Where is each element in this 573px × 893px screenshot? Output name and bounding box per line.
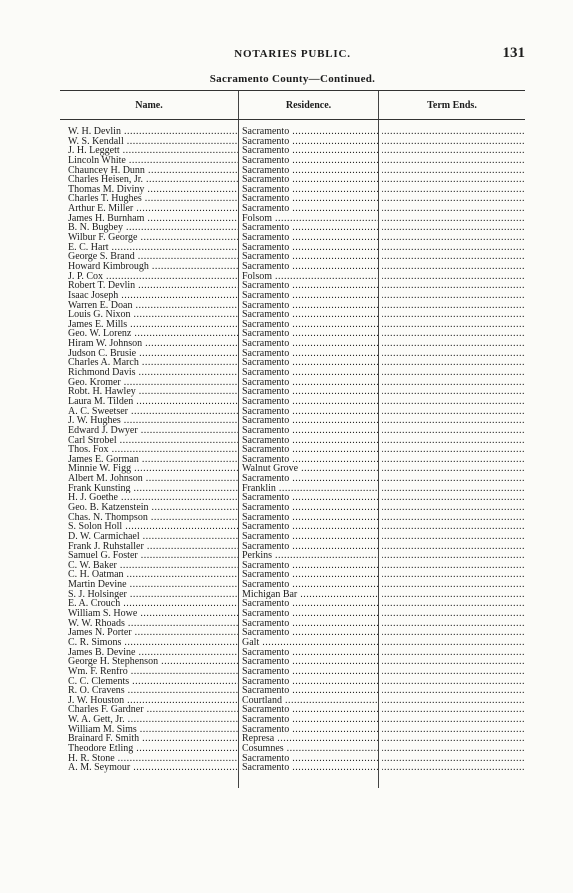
notary-name: Warren E. Doan ..... (68, 301, 238, 311)
term-ends (382, 204, 525, 214)
residence: Courtland ..... (242, 696, 378, 706)
term-ends (382, 725, 525, 735)
table-row (60, 252, 525, 262)
notary-name: Arthur E. Miller ..... (68, 204, 238, 214)
residence: Sacramento ..... (242, 667, 378, 677)
residence: Sacramento ..... (242, 715, 378, 725)
residence: Sacramento ..... (242, 677, 378, 687)
table-row (60, 590, 525, 600)
table-row (60, 310, 525, 320)
term-ends (382, 542, 525, 552)
term-ends (382, 551, 525, 561)
residence: Sacramento ..... (242, 503, 378, 513)
residence: Sacramento ..... (242, 329, 378, 339)
table-row (60, 513, 525, 523)
residence: Sacramento ..... (242, 368, 378, 378)
table-row (60, 387, 525, 397)
column-header-name: Name. (135, 100, 163, 111)
table-row (60, 426, 525, 436)
residence: Sacramento ..... (242, 513, 378, 523)
term-ends (382, 185, 525, 195)
residence: Sacramento ..... (242, 291, 378, 301)
residence: Sacramento ..... (242, 166, 378, 176)
term-ends (382, 243, 525, 253)
notary-name: C. R. Simons ..... (68, 638, 238, 648)
notaries-table (60, 90, 525, 788)
term-ends (382, 166, 525, 176)
residence: Sacramento ..... (242, 233, 378, 243)
table-row (60, 156, 525, 166)
residence: Sacramento ..... (242, 194, 378, 204)
term-ends (382, 349, 525, 359)
table-row (60, 542, 525, 552)
notary-name: Brainard F. Smith ..... (68, 734, 238, 744)
table-row (60, 272, 525, 282)
residence: Sacramento ..... (242, 397, 378, 407)
residence: Sacramento ..... (242, 407, 378, 417)
table-row (60, 137, 525, 147)
table-row (60, 349, 525, 359)
term-ends (382, 416, 525, 426)
notary-name: C. H. Oatman ..... (68, 570, 238, 580)
term-ends (382, 146, 525, 156)
notary-name: George S. Brand ..... (68, 252, 238, 262)
notary-name: A. C. Sweetser ..... (68, 407, 238, 417)
notary-name: W. A. Gett, Jr. ..... (68, 715, 238, 725)
notary-name: Wilbur F. George ..... (68, 233, 238, 243)
running-head (60, 45, 525, 66)
notary-name: A. M. Seymour ..... (68, 763, 238, 773)
term-ends (382, 532, 525, 542)
table-row (60, 358, 525, 368)
term-ends (382, 291, 525, 301)
notary-name: H. R. Stone ..... (68, 754, 238, 764)
table-row (60, 445, 525, 455)
notary-name: Theodore Etling ..... (68, 744, 238, 754)
residence: Sacramento ..... (242, 426, 378, 436)
notary-name: George H. Stephenson ..... (68, 657, 238, 667)
notary-name: Judson C. Brusie ..... (68, 349, 238, 359)
table-row (60, 339, 525, 349)
notary-name: James H. Burnham ..... (68, 214, 238, 224)
residence: Sacramento ..... (242, 705, 378, 715)
table-row (60, 397, 525, 407)
table-row (60, 725, 525, 735)
table-row (60, 464, 525, 474)
term-ends (382, 301, 525, 311)
residence: Sacramento ..... (242, 522, 378, 532)
table-row (60, 754, 525, 764)
table-row (60, 329, 525, 339)
term-ends (382, 223, 525, 233)
residence: Franklin ..... (242, 484, 378, 494)
notary-name: H. J. Goethe ..... (68, 493, 238, 503)
residence: Sacramento ..... (242, 137, 378, 147)
table-row (60, 532, 525, 542)
notary-name: Minnie W. Figg ..... (68, 464, 238, 474)
term-ends (382, 455, 525, 465)
page-title: NOTARIES PUBLIC. (234, 48, 351, 60)
notary-name: E. A. Crouch ..... (68, 599, 238, 609)
notary-name: James E. Mills ..... (68, 320, 238, 330)
notary-name: J. W. Houston ..... (68, 696, 238, 706)
residence: Sacramento ..... (242, 204, 378, 214)
residence: Sacramento ..... (242, 455, 378, 465)
table-row (60, 570, 525, 580)
table-row (60, 667, 525, 677)
term-ends (382, 638, 525, 648)
notary-name: James B. Devine ..... (68, 648, 238, 658)
term-ends (382, 696, 525, 706)
notary-name: Chas. N. Thompson ..... (68, 513, 238, 523)
notary-name: James E. Gorman ..... (68, 455, 238, 465)
notary-name: J. W. Hughes ..... (68, 416, 238, 426)
term-ends (382, 329, 525, 339)
notary-name: W. W. Rhoads ..... (68, 619, 238, 629)
term-ends (382, 503, 525, 513)
notary-name: D. W. Carmichael ..... (68, 532, 238, 542)
table-row (60, 619, 525, 629)
table-row (60, 455, 525, 465)
term-ends (382, 397, 525, 407)
notary-name: Laura M. Tilden ..... (68, 397, 238, 407)
notary-name: Charles A. March ..... (68, 358, 238, 368)
residence: Galt ..... (242, 638, 378, 648)
term-ends (382, 474, 525, 484)
term-ends (382, 387, 525, 397)
residence: Folsom ..... (242, 214, 378, 224)
table-row (60, 763, 525, 773)
notary-name: S. J. Holsinger ..... (68, 590, 238, 600)
residence: Sacramento ..... (242, 262, 378, 272)
residence: Sacramento ..... (242, 754, 378, 764)
residence: Sacramento ..... (242, 561, 378, 571)
notary-name: B. N. Bugbey ..... (68, 223, 238, 233)
table-row (60, 204, 525, 214)
residence: Sacramento ..... (242, 156, 378, 166)
table-row (60, 638, 525, 648)
table-row (60, 503, 525, 513)
notary-name: Charles Heisen, Jr. ..... (68, 175, 238, 185)
residence: Sacramento ..... (242, 763, 378, 773)
residence: Sacramento ..... (242, 445, 378, 455)
table-row (60, 522, 525, 532)
table-row (60, 166, 525, 176)
page-number: 131 (502, 45, 525, 61)
term-ends (382, 378, 525, 388)
term-ends (382, 436, 525, 446)
term-ends (382, 522, 525, 532)
term-ends (382, 233, 525, 243)
table-row (60, 657, 525, 667)
notary-name: J. P. Cox ..... (68, 272, 238, 282)
residence: Sacramento ..... (242, 648, 378, 658)
table-row (60, 705, 525, 715)
residence: Sacramento ..... (242, 349, 378, 359)
residence: Sacramento ..... (242, 301, 378, 311)
term-ends (382, 715, 525, 725)
residence: Cosumnes ..... (242, 744, 378, 754)
table-row (60, 378, 525, 388)
term-ends (382, 667, 525, 677)
table-row (60, 648, 525, 658)
notary-name: Charles F. Gardner ..... (68, 705, 238, 715)
term-ends (382, 194, 525, 204)
term-ends (382, 609, 525, 619)
term-ends (382, 619, 525, 629)
term-ends (382, 252, 525, 262)
residence: Sacramento ..... (242, 436, 378, 446)
notary-name: W. S. Kendall ..... (68, 137, 238, 147)
residence: Sacramento ..... (242, 378, 378, 388)
residence: Sacramento ..... (242, 387, 378, 397)
table-row (60, 368, 525, 378)
term-ends (382, 339, 525, 349)
residence: Sacramento ..... (242, 599, 378, 609)
residence: Sacramento ..... (242, 310, 378, 320)
notary-name: Charles T. Hughes ..... (68, 194, 238, 204)
notary-name: Carl Strobel ..... (68, 436, 238, 446)
residence: Perkins ..... (242, 551, 378, 561)
residence: Sacramento ..... (242, 580, 378, 590)
table-row (60, 214, 525, 224)
table-row (60, 146, 525, 156)
notary-name: Robt. H. Hawley ..... (68, 387, 238, 397)
table-row (60, 223, 525, 233)
table-row (60, 436, 525, 446)
notary-name: Chauncey H. Dunn ..... (68, 166, 238, 176)
notary-name: Robert T. Devlin ..... (68, 281, 238, 291)
notary-name: Martin Devine ..... (68, 580, 238, 590)
table-header (60, 91, 525, 120)
term-ends (382, 763, 525, 773)
term-ends (382, 464, 525, 474)
table-row (60, 484, 525, 494)
notary-name: Albert M. Johnson ..... (68, 474, 238, 484)
notary-name: C. W. Baker ..... (68, 561, 238, 571)
table-row (60, 262, 525, 272)
residence: Sacramento ..... (242, 686, 378, 696)
table-row (60, 407, 525, 417)
table-row (60, 628, 525, 638)
table-row (60, 677, 525, 687)
table-row (60, 194, 525, 204)
term-ends (382, 561, 525, 571)
residence: Sacramento ..... (242, 542, 378, 552)
term-ends (382, 599, 525, 609)
table-row (60, 686, 525, 696)
term-ends (382, 175, 525, 185)
table-row (60, 734, 525, 744)
notary-name: Edward J. Dwyer ..... (68, 426, 238, 436)
notary-name: Louis G. Nixon ..... (68, 310, 238, 320)
table-row (60, 696, 525, 706)
table-row (60, 744, 525, 754)
notary-name: Thomas M. Diviny ..... (68, 185, 238, 195)
table-row (60, 599, 525, 609)
residence: Sacramento ..... (242, 532, 378, 542)
residence: Michigan Bar ..... (242, 590, 378, 600)
term-ends (382, 705, 525, 715)
table-row (60, 127, 525, 137)
term-ends (382, 272, 525, 282)
residence: Sacramento ..... (242, 609, 378, 619)
notary-name: E. C. Hart ..... (68, 243, 238, 253)
residence: Sacramento ..... (242, 474, 378, 484)
table-row (60, 474, 525, 484)
residence: Sacramento ..... (242, 252, 378, 262)
notary-name: S. Solon Holl ..... (68, 522, 238, 532)
notary-name: Hiram W. Johnson ..... (68, 339, 238, 349)
term-ends (382, 513, 525, 523)
residence: Sacramento ..... (242, 127, 378, 137)
notary-name: J. H. Leggett ..... (68, 146, 238, 156)
table-row (60, 493, 525, 503)
residence: Sacramento ..... (242, 223, 378, 233)
notary-name: Thos. Fox ..... (68, 445, 238, 455)
notary-name: C. C. Clements ..... (68, 677, 238, 687)
notary-name: Howard Kimbrough ..... (68, 262, 238, 272)
term-ends (382, 484, 525, 494)
table-row (60, 609, 525, 619)
notary-name: R. O. Cravens ..... (68, 686, 238, 696)
term-ends (382, 368, 525, 378)
residence: Sacramento ..... (242, 493, 378, 503)
residence: Sacramento ..... (242, 320, 378, 330)
term-ends (382, 734, 525, 744)
notary-name: Lincoln White ..... (68, 156, 238, 166)
table-row (60, 561, 525, 571)
residence: Sacramento ..... (242, 416, 378, 426)
notary-name: Frank Kunsting ..... (68, 484, 238, 494)
residence: Sacramento ..... (242, 175, 378, 185)
column-header-residence: Residence. (285, 100, 332, 111)
term-ends (382, 310, 525, 320)
notary-name: William M. Sims ..... (68, 725, 238, 735)
residence: Represa ..... (242, 734, 378, 744)
residence: Sacramento ..... (242, 358, 378, 368)
term-ends (382, 137, 525, 147)
term-ends (382, 127, 525, 137)
term-ends (382, 445, 525, 455)
table-row (60, 715, 525, 725)
notary-name: Samuel G. Foster ..... (68, 551, 238, 561)
table-row (60, 185, 525, 195)
residence: Sacramento ..... (242, 570, 378, 580)
term-ends (382, 426, 525, 436)
table-row (60, 580, 525, 590)
term-ends (382, 281, 525, 291)
residence: Sacramento ..... (242, 725, 378, 735)
term-ends (382, 677, 525, 687)
residence: Sacramento ..... (242, 339, 378, 349)
term-ends (382, 628, 525, 638)
term-ends (382, 570, 525, 580)
term-ends (382, 590, 525, 600)
notary-name: Richmond Davis ..... (68, 368, 238, 378)
term-ends (382, 358, 525, 368)
term-ends (382, 262, 525, 272)
residence: Sacramento ..... (242, 185, 378, 195)
term-ends (382, 580, 525, 590)
notary-name: Geo. W. Lorenz ..... (68, 329, 238, 339)
term-ends (382, 407, 525, 417)
section-subtitle: Sacramento County—Continued. (209, 73, 376, 85)
table-row (60, 416, 525, 426)
notary-name: Geo. B. Katzenstein ..... (68, 503, 238, 513)
notary-name: Frank J. Ruhstaller ..... (68, 542, 238, 552)
notary-name: Geo. Kromer ..... (68, 378, 238, 388)
residence: Sacramento ..... (242, 281, 378, 291)
term-ends (382, 648, 525, 658)
notary-name: Wm. F. Renfro ..... (68, 667, 238, 677)
residence: Sacramento ..... (242, 146, 378, 156)
term-ends (382, 493, 525, 503)
residence: Sacramento ..... (242, 628, 378, 638)
notary-name: Isaac Joseph ..... (68, 291, 238, 301)
term-ends (382, 320, 525, 330)
residence: Sacramento ..... (242, 619, 378, 629)
term-ends (382, 214, 525, 224)
table-row (60, 243, 525, 253)
residence: Walnut Grove ..... (242, 464, 378, 474)
table-row (60, 320, 525, 330)
notary-name: W. H. Devlin ..... (68, 127, 238, 137)
term-ends (382, 754, 525, 764)
term-ends (382, 657, 525, 667)
residence: Sacramento ..... (242, 243, 378, 253)
term-ends (382, 686, 525, 696)
table-body (60, 127, 525, 773)
table-row (60, 551, 525, 561)
residence: Sacramento ..... (242, 657, 378, 667)
notary-name: William S. Howe ..... (68, 609, 238, 619)
residence: Folsom ..... (242, 272, 378, 282)
table-row (60, 281, 525, 291)
column-header-term: Term Ends. (427, 100, 477, 111)
table-row (60, 233, 525, 243)
notary-name: James N. Porter ..... (68, 628, 238, 638)
term-ends (382, 156, 525, 166)
table-row (60, 301, 525, 311)
term-ends (382, 744, 525, 754)
table-row (60, 175, 525, 185)
table-row (60, 291, 525, 301)
